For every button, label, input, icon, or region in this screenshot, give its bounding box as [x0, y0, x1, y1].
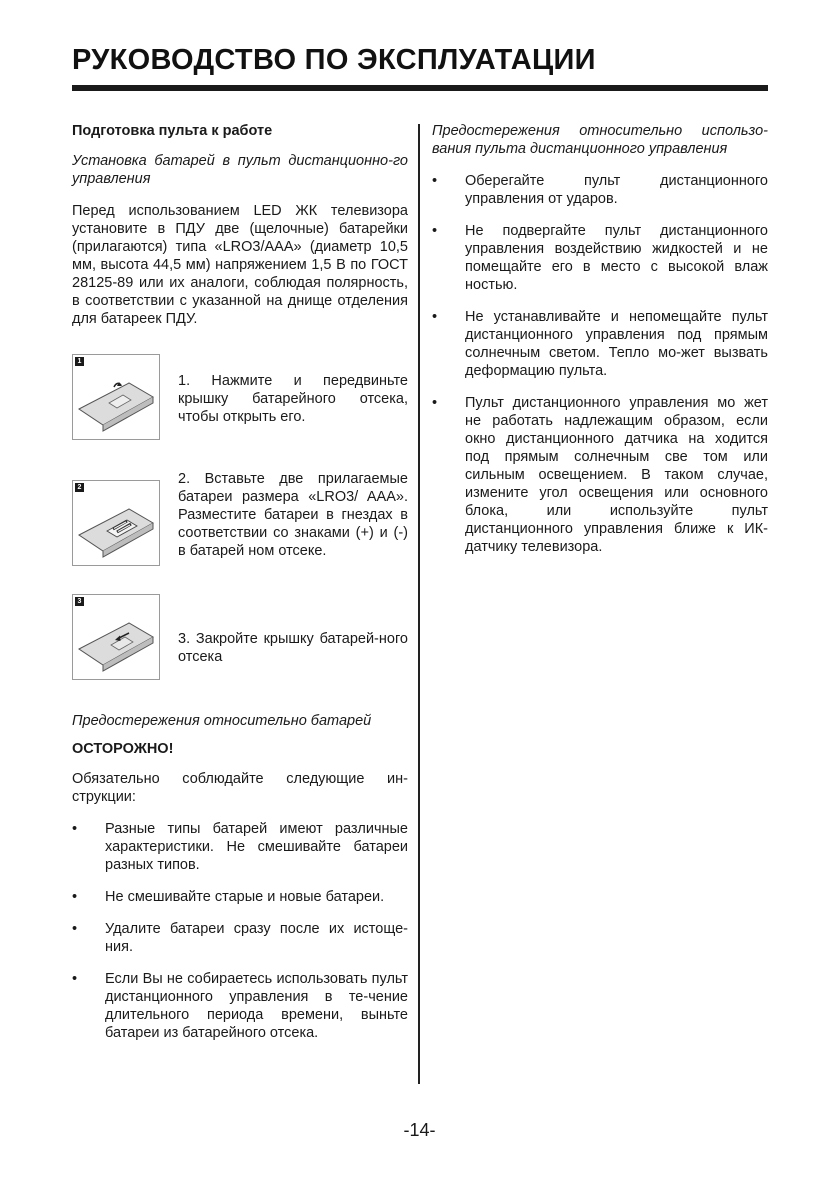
- list-item: [432, 222, 768, 294]
- step-1: [72, 354, 408, 444]
- column-divider: [418, 124, 420, 1084]
- list-item: [432, 394, 768, 556]
- header-rule: [72, 85, 768, 91]
- remote-precautions-title: Предостережения относительно использо-вания пульта дистанционного управления: [432, 123, 768, 157]
- battery-precautions-list: [72, 820, 408, 1042]
- bullet-icon: •: [72, 971, 78, 987]
- caution-heading: ОСТОРОЖНО!: [72, 741, 174, 757]
- list-item: [72, 888, 408, 906]
- section-title: Подготовка пульта к работе: [72, 123, 273, 139]
- list-item-text: Пульт дистанционного управления мо жет не работать надлежащим образом, если окно дистанционного датчика на ходится под прямым солнечным све том или сильным освещением. В таком случае, измените угол освещения или основного блока, или используйте пульт дистанционного управления ближе к ИК-датчику телевизора.: [465, 395, 768, 555]
- bullet-icon: •: [72, 921, 78, 937]
- step-2-text: 2. Вставьте две прилагаемые батареи размера «LRO3/ AAA». Разместите батареи в гнездах в соответствии со знаками (+) и (-) в батарей ном отсеке.: [178, 471, 408, 559]
- battery-warning-title: Предостережения относительно батарей: [72, 713, 372, 729]
- list-item: [72, 920, 408, 956]
- section-subtitle: Установка батарей в пульт дистанционно-го управления: [72, 153, 408, 187]
- bullet-icon: •: [432, 309, 438, 325]
- list-item: [432, 308, 768, 380]
- list-item: [72, 820, 408, 874]
- remote-close-illustration: [72, 594, 160, 680]
- intro-paragraph: Перед использованием LED ЖК телевизора установите в ПДУ две (щелочные) батарейки (прилагаются) типа «LRO3/AAA» (диаметр 10,5 мм, высота 44,5 мм) напряжением 1,5 В по ГОСТ 28125-89 или их аналоги, соблюдая полярность, в соответствии с указанной на днище отделения для батареек ПДУ.: [72, 203, 408, 327]
- remote-open-icon: [73, 355, 159, 439]
- list-item-text: Не смешивайте старые и новые батареи.: [105, 889, 385, 905]
- step-3: [72, 594, 408, 684]
- step-3-text: 3. Закройте крышку батарей-ного отсека: [178, 631, 408, 665]
- page-number: -14-: [403, 1120, 436, 1140]
- bullet-icon: •: [72, 889, 78, 905]
- step-1-text: 1. Нажмите и передвиньте крышку батарейного отсека, чтобы открыть его.: [178, 373, 408, 425]
- insert-batteries-illustration: [72, 480, 160, 566]
- bullet-icon: •: [72, 821, 78, 837]
- bullet-icon: •: [432, 223, 438, 239]
- list-item-text: Не подвергайте пульт дистанционного управления воздействию жидкостей и не помещайте его в место с высокой влаж ностью.: [465, 223, 768, 293]
- step-number: 2: [75, 483, 84, 492]
- bullet-icon: •: [432, 173, 438, 189]
- remote-precautions-list: [432, 172, 768, 556]
- list-item-text: Удалите батареи сразу после их истоще-ния.: [105, 921, 408, 955]
- insert-batteries-icon: [73, 481, 159, 565]
- caution-intro: Обязательно соблюдайте следующие ин-струкции:: [72, 771, 408, 805]
- list-item-text: Разные типы батарей имеют различные характеристики. Не смешивайте батареи разных типов.: [105, 821, 408, 873]
- list-item: [432, 172, 768, 208]
- remote-open-illustration: [72, 354, 160, 440]
- step-number: 3: [75, 597, 84, 606]
- bullet-icon: •: [432, 395, 438, 411]
- list-item: [72, 970, 408, 1042]
- page-title: РУКОВОДСТВО ПО ЭКСПЛУАТАЦИИ: [72, 44, 596, 76]
- step-number: 1: [75, 357, 84, 366]
- step-2: [72, 470, 408, 560]
- list-item-text: Если Вы не собираетесь использовать пульт дистанционного управления в те-чение длительного периода времени, выньте батареи из батарейного отсека.: [105, 971, 408, 1041]
- remote-close-icon: [73, 595, 159, 679]
- list-item-text: Оберегайте пульт дистанционного управления от ударов.: [465, 173, 768, 207]
- list-item-text: Не устанавливайте и непомещайте пульт дистанционного управления под прямым солнечным светом. Тепло мо-жет вызвать деформацию пульта.: [465, 309, 768, 379]
